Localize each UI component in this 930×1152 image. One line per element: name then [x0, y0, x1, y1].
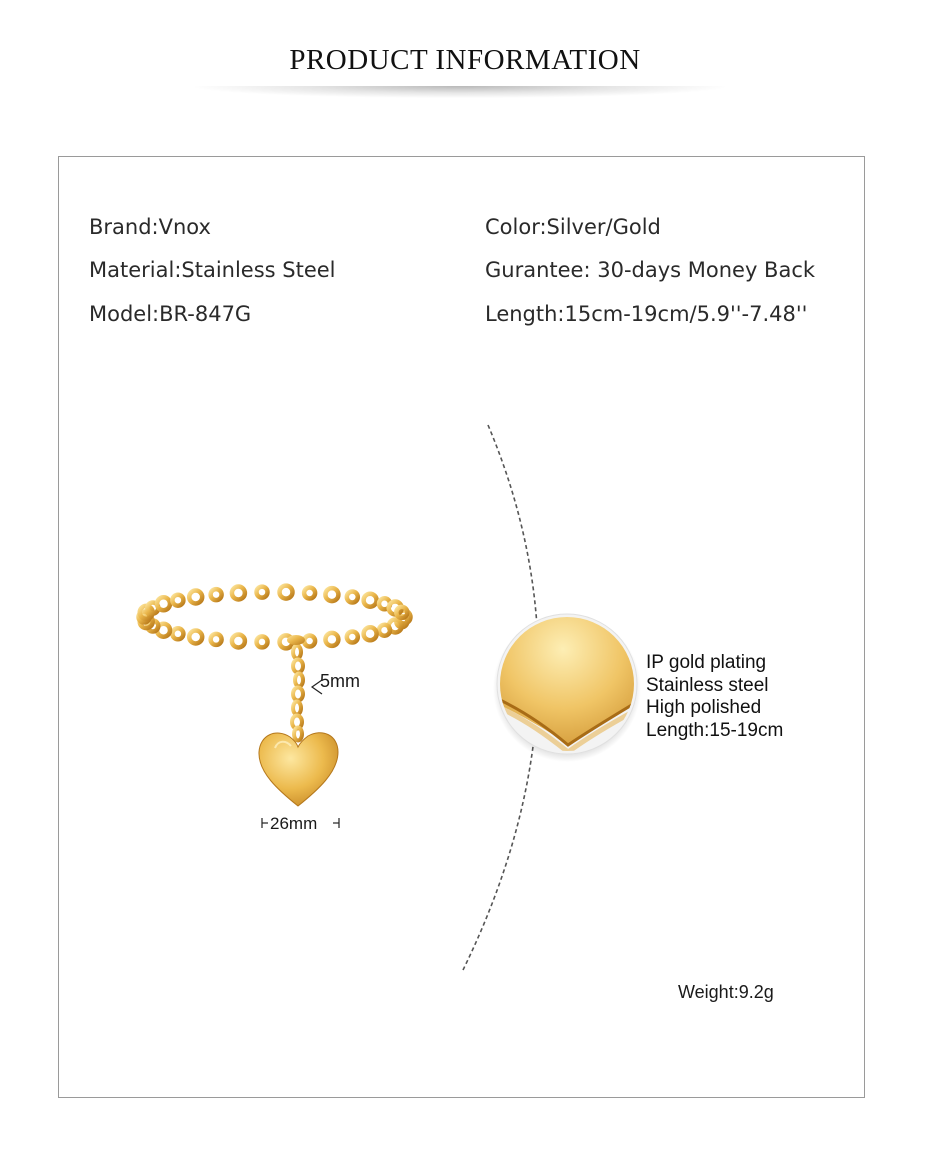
spec-brand: Brand:Vnox	[89, 215, 211, 239]
chain-link	[232, 587, 245, 600]
dimension-label-26mm: 26mm	[270, 814, 318, 833]
chain-link	[189, 631, 202, 644]
heart-pendant	[259, 733, 338, 806]
clasp	[287, 635, 305, 645]
feature-item: Stainless steel	[646, 674, 769, 696]
chain-link	[379, 625, 390, 636]
spec-length: Length:15cm-19cm/5.9''-7.48''	[485, 302, 808, 326]
spec-material: Material:Stainless Steel	[89, 258, 336, 282]
feature-item: IP gold plating	[646, 652, 767, 673]
pendant-chain-link	[293, 702, 301, 715]
spec-model: Model:BR-847G	[89, 302, 252, 326]
chain-link	[364, 627, 377, 640]
feature-item: Length:15-19cm	[646, 719, 784, 741]
chain-link	[257, 636, 268, 647]
dimension-label-5mm: 5mm	[320, 671, 360, 691]
pendant-chain-link	[293, 688, 303, 701]
chain-link	[280, 586, 293, 599]
pendant-chain-link	[293, 646, 301, 659]
chain-link	[347, 592, 358, 603]
bracelet-chain	[139, 586, 411, 649]
chain-link	[172, 628, 183, 639]
spec-color: Color:Silver/Gold	[485, 215, 661, 239]
chain-link	[304, 636, 315, 647]
page-title: PRODUCT INFORMATION	[289, 44, 641, 76]
spec-guarantee: Gurantee: 30-days Money Back	[485, 258, 816, 282]
chain-link	[189, 591, 202, 604]
weight-label: Weight:9.2g	[678, 982, 774, 1002]
chain-link	[325, 633, 338, 646]
pendant-chain-link	[294, 728, 302, 741]
chain-link	[157, 597, 170, 610]
pendant-chain	[292, 646, 303, 741]
pendant-chain-link	[293, 660, 303, 673]
chain-link	[172, 595, 183, 606]
pendant-chain-link	[295, 674, 303, 687]
chain-link	[211, 589, 222, 600]
chain-link	[347, 632, 358, 643]
chain-link	[211, 634, 222, 645]
chain-link	[304, 588, 315, 599]
feature-item: High polished	[646, 697, 762, 718]
chain-link	[232, 635, 245, 648]
chain-link	[325, 588, 338, 601]
chain-link	[364, 594, 377, 607]
feature-list	[646, 652, 783, 742]
chain-link	[257, 587, 268, 598]
